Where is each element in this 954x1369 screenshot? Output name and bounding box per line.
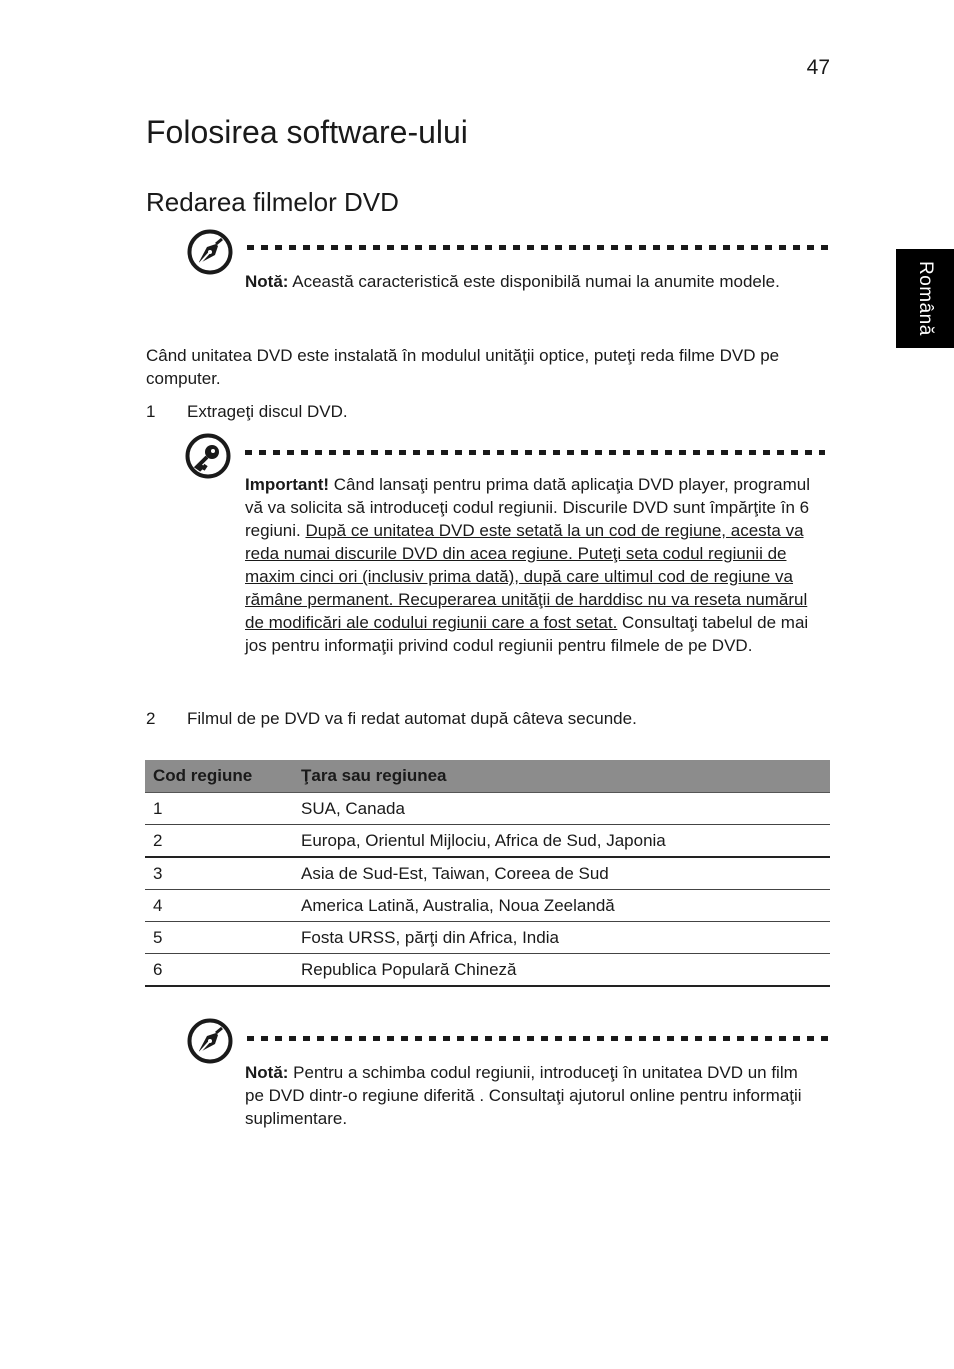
table-row <box>145 825 830 858</box>
step-text: Extrageţi discul DVD. <box>187 402 348 421</box>
note-text <box>245 270 805 293</box>
step-number: 1 <box>146 402 156 421</box>
note-label: Notă: <box>245 1063 289 1082</box>
region-table <box>145 760 830 987</box>
language-tab <box>896 249 954 348</box>
note-divider <box>247 245 830 250</box>
region-code: 6 <box>145 954 293 987</box>
step-text: Filmul de pe DVD va fi redat automat după câteva secunde. <box>187 709 637 728</box>
region-name: America Latină, Australia, Noua Zeelandă <box>293 890 830 922</box>
note-body: Această caracteristică este disponibilă numai la anumite modele. <box>288 272 780 291</box>
region-name: Europa, Orientul Mijlociu, Africa de Sud, Japonia <box>293 825 830 858</box>
pen-note-icon <box>187 1018 233 1064</box>
note-body: Pentru a schimba codul regiunii, introduceţi în unitatea DVD un film pe DVD dintr-o regiune diferită . Consultaţi ajutorul online pentru informaţii suplimentare. <box>245 1063 802 1128</box>
table-row <box>145 954 830 987</box>
table-row <box>145 922 830 954</box>
language-tab-label: Română <box>915 261 936 336</box>
important-divider <box>245 450 825 455</box>
region-code: 5 <box>145 922 293 954</box>
table-header-cell: Cod regiune <box>145 760 293 793</box>
important-underlined: După ce unitatea DVD este setată la un cod de regiune, acesta va reda numai discurile DVD din acea regiune. Puteţi seta codul regiunii de maxim cinci ori (inclusiv prima dată), după care ultimul cod de regiune va rămâne permanent. Recuperarea unităţii de harddisc nu va reseta numărul de modificări ale codului regiunii care a fost setat. <box>245 521 808 632</box>
region-name: SUA, Canada <box>293 793 830 825</box>
intro-paragraph: Când unitatea DVD este instalată în modulul unităţii optice, puteţi reda filme DVD pe computer. <box>146 346 780 388</box>
note-label: Notă: <box>245 272 289 291</box>
region-name: Asia de Sud-Est, Taiwan, Coreea de Sud <box>293 857 830 890</box>
table-header-row <box>145 760 830 793</box>
page-number: 47 <box>806 56 830 79</box>
important-after: Consultaţi tabelul de mai jos pentru informaţii privind codul regiunii pentru filmele de pe DVD. <box>245 613 809 655</box>
region-code: 1 <box>145 793 293 825</box>
note-text <box>245 1061 820 1130</box>
important-text <box>245 473 820 657</box>
note-divider <box>247 1036 830 1041</box>
important-label: Important! <box>245 475 330 494</box>
chapter-title: Folosirea software-ului <box>146 114 468 150</box>
important-body: Când lansaţi pentru prima dată aplicaţia DVD player, programul vă va solicita să introduceţi codul regiunii. Discurile DVD sunt împărţite în 6 regiuni. <box>245 475 811 540</box>
region-code: 4 <box>145 890 293 922</box>
region-code: 2 <box>145 825 293 858</box>
table-header-cell: Ţara sau regiunea <box>293 760 830 793</box>
table-row <box>145 857 830 890</box>
key-important-icon <box>185 433 231 479</box>
table-row <box>145 890 830 922</box>
step-number: 2 <box>146 709 156 728</box>
region-code: 3 <box>145 857 293 890</box>
region-name: Republica Populară Chineză <box>293 954 830 987</box>
table-row <box>145 793 830 825</box>
section-title: Redarea filmelor DVD <box>146 187 399 217</box>
pen-note-icon <box>187 229 233 275</box>
region-name: Fosta URSS, părţi din Africa, India <box>293 922 830 954</box>
